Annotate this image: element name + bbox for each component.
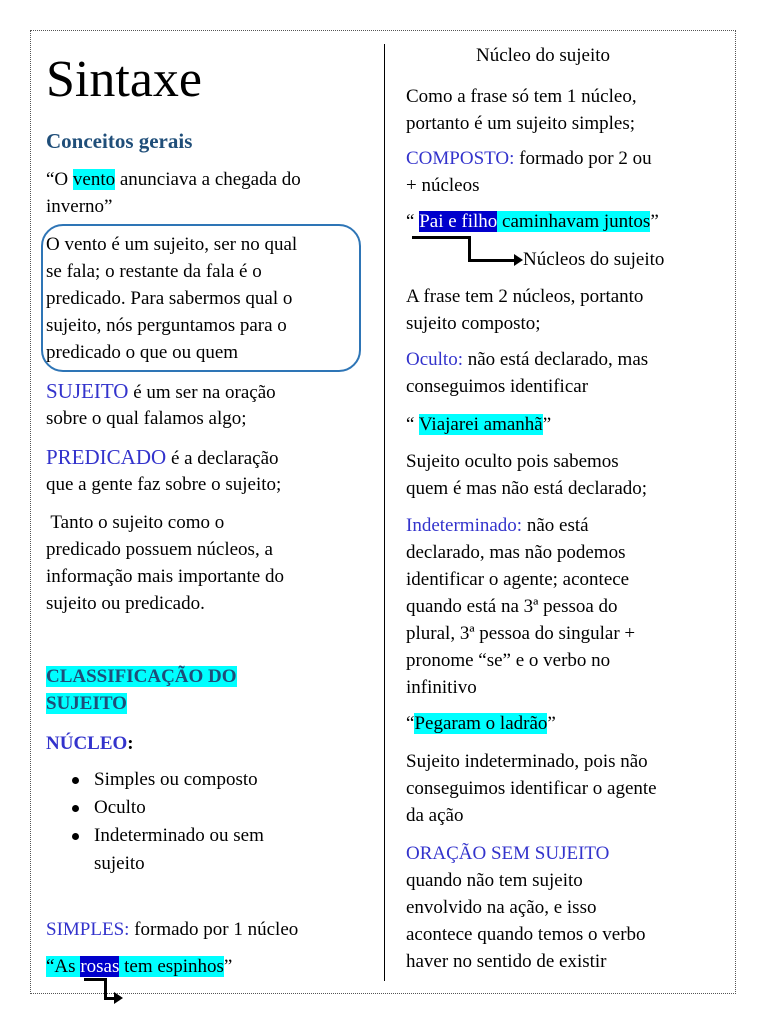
nucleo-do-sujeito-label: Núcleo do sujeito — [476, 45, 611, 66]
frase-simples: portanto é um sujeito simples; — [406, 113, 636, 134]
nucleos-paragraph: predicado possuem núcleos, a — [46, 539, 273, 560]
indeterminado-line: identificar o agente; acontece — [406, 569, 630, 590]
column-divider — [384, 44, 385, 981]
frase-composto: A frase tem 2 núcleos, portanto — [406, 286, 644, 307]
arrow-line — [84, 978, 106, 981]
sujeito-definition: SUJEITO é um ser na oração — [46, 379, 276, 403]
section-heading: Conceitos gerais — [46, 129, 193, 153]
highlight-rosas: rosas — [80, 956, 120, 977]
nucleos-paragraph: informação mais importante do — [46, 566, 284, 587]
highlight-pegaram: Pegaram o ladrão — [414, 713, 548, 734]
composto-definition-line2: + núcleos — [406, 175, 480, 196]
frase-indeterminado: conseguimos identificar o agente — [406, 778, 657, 799]
oracao-line: haver no sentido de existir — [406, 951, 607, 972]
example-viajarei: “ Viajarei amanhã” — [406, 414, 552, 435]
simples-definition: SIMPLES: formado por 1 núcleo — [46, 919, 299, 940]
arrow-line — [412, 236, 470, 239]
oracao-line: quando não tem sujeito — [406, 870, 583, 891]
example-rosas: “As rosas tem espinhos” — [46, 956, 233, 977]
arrow-head-icon — [514, 254, 523, 266]
example-vento-line2: inverno” — [46, 196, 113, 217]
term-sujeito: SUJEITO — [46, 379, 129, 403]
oracao-line: envolvido na ação, e isso — [406, 897, 597, 918]
callout-line: sujeito, nós perguntamos para o — [46, 315, 287, 336]
nucleos-paragraph: sujeito ou predicado. — [46, 593, 205, 614]
oracao-line: acontece quando temos o verbo — [406, 924, 646, 945]
oculto-definition: Oculto: não está declarado, mas — [406, 349, 649, 370]
term-composto: COMPOSTO: — [406, 148, 515, 169]
classification-heading-line2: SUJEITO — [46, 693, 127, 714]
predicado-definition: PREDICADO é a declaração — [46, 445, 279, 469]
oculto-definition-line2: conseguimos identificar — [406, 376, 589, 397]
indeterminado-line: pronome “se” e o verbo no — [406, 650, 611, 671]
frase-composto: sujeito composto; — [406, 313, 541, 334]
list-item: sujeito — [94, 853, 145, 874]
term-oracao-sem-sujeito: ORAÇÃO SEM SUJEITO — [406, 843, 610, 864]
list-item: Indeterminado ou sem — [46, 822, 264, 850]
example-pai-filho: “ Pai e filho caminhavam juntos” — [406, 211, 659, 232]
term-oculto: Oculto: — [406, 349, 463, 370]
callout-line: predicado o que ou quem — [46, 342, 239, 363]
nucleo-heading: NÚCLEO: — [46, 733, 134, 754]
arrow-line — [468, 259, 516, 262]
term-predicado: PREDICADO — [46, 445, 167, 469]
term-simples: SIMPLES: — [46, 919, 130, 940]
frase-indeterminado: Sujeito indeterminado, pois não — [406, 751, 648, 772]
page-title: Sintaxe — [46, 51, 202, 108]
frase-simples: Como a frase só tem 1 núcleo, — [406, 86, 637, 107]
example-vento: “O vento anunciava a chegada do — [46, 169, 301, 190]
classification-heading: CLASSIFICAÇÃO DO — [46, 666, 237, 687]
nucleos-do-sujeito-label: Núcleos do sujeito — [523, 249, 665, 270]
classification-list — [46, 766, 264, 878]
frase-oculto: Sujeito oculto pois sabemos — [406, 451, 619, 472]
example-pegaram: “Pegaram o ladrão” — [406, 713, 556, 734]
frase-oculto: quem é mas não está declarado; — [406, 478, 648, 499]
highlight-pai-filho: Pai e filho — [419, 211, 498, 232]
frase-indeterminado: da ação — [406, 805, 464, 826]
indeterminado-line: quando está na 3ª pessoa do — [406, 596, 618, 617]
term-indeterminado: Indeterminado: — [406, 515, 523, 536]
indeterminado-line: declarado, mas não podemos — [406, 542, 626, 563]
predicado-definition-line2: que a gente faz sobre o sujeito; — [46, 474, 282, 495]
callout-line: se fala; o restante da fala é o — [46, 261, 262, 282]
composto-definition: COMPOSTO: formado por 2 ou — [406, 148, 652, 169]
callout-line: O vento é um sujeito, ser no qual — [46, 234, 298, 255]
indeterminado-line: infinitivo — [406, 677, 477, 698]
highlight-viajarei: Viajarei amanhã — [418, 414, 543, 435]
list-item: Oculto — [46, 794, 264, 822]
highlight-vento: vento — [72, 169, 116, 190]
sujeito-definition-line2: sobre o qual falamos algo; — [46, 408, 247, 429]
indeterminado-definition: Indeterminado: não está — [406, 515, 589, 536]
indeterminado-line: plural, 3ª pessoa do singular + — [406, 623, 636, 644]
arrow-head-icon — [114, 992, 123, 1004]
nucleos-paragraph: Tanto o sujeito como o — [46, 512, 225, 533]
list-item: Simples ou composto — [46, 766, 264, 794]
callout-line: predicado. Para sabermos qual o — [46, 288, 293, 309]
